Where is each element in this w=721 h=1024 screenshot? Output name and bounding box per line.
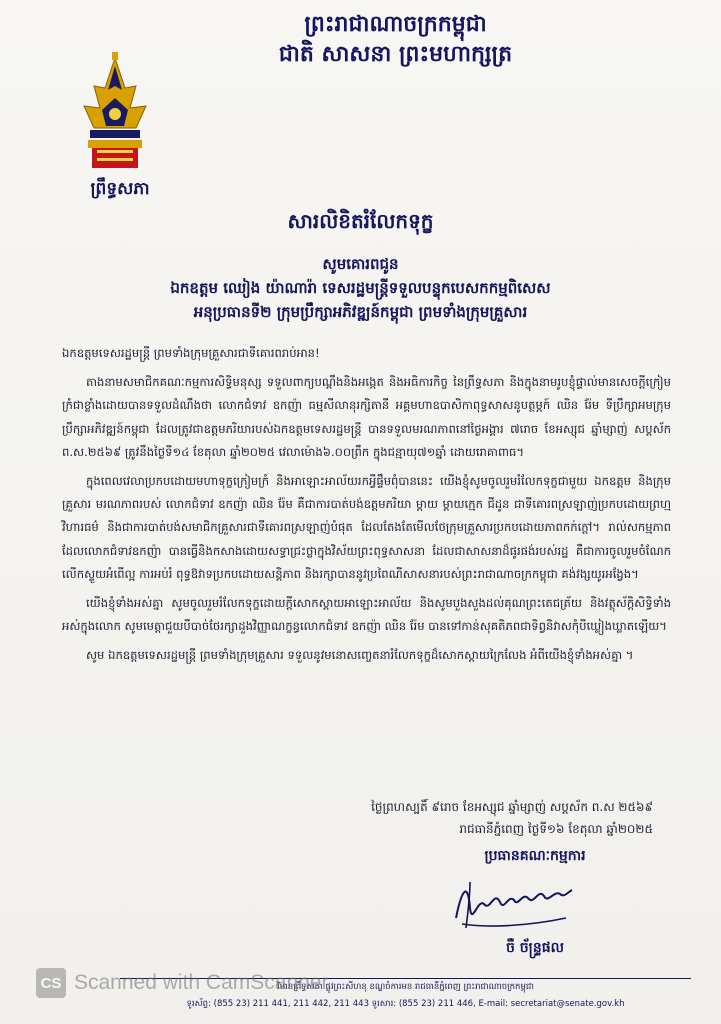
recipient-line-2: អនុប្រធានទី២ ក្រុមប្រឹក្សាអភិវឌ្ឍន៍កម្ពុជា ព្រមទាំងក្រុមគ្រួសារ [193,303,528,321]
watermark-text: Scanned with CamScanner [74,971,329,994]
document-title: សារលិខិតរំលែកទុក្ខ [287,209,434,233]
national-motto: ជាតិ សាសនា ព្រះមហាក្សត្រ [278,42,513,67]
opening-line: ឯកឧត្តមទេសរដ្ឋមន្ត្រី ព្រមទាំងក្រុមគ្រួសារជាទីគោរពរាប់អាន! [62,346,320,360]
signatory-name: ចឺ ច័ន្ទ្រផល [506,940,564,956]
kingdom-name: ព្រះរាជាណាចក្រកម្ពុជា [304,12,487,37]
scanner-watermark [36,968,328,998]
paragraph-2: ក្នុងពេលវេលាប្រកបដោយមហាទុក្ខក្រៀមក្រំ និងអាឡោះអាល័យរកអ្វីផ្ទឹមពុំបាននេះ យើងខ្ញុំសូមចូលរួមរំលែកទុក្ខជាមួយ ឯកឧត្តម និងក្រុមគ្រួសារ មរណភាពរបស់ លោកជំទាវ ឧកញ៉ា ឈិន រ៉ែម គឺជាការបាត់បង់ឧត្តមភរិយា ម្ដាយ ម្ដាយក្មេក ជីដូន ជាទីគោរពស្រឡាញ់ប្រកបដោយព្រហ្មវិហារធម៌ និងជាការបាត់បង់សមាជិកគ្រួសារជាទីគោរពស្រឡាញ់បំផុត ដែលតែងតែមើលថែក្រុមគ្រួសារប្រកបដោយភាពកក់ក្ដៅ។ រាល់សកម្មភាពដែលលោកជំទាវឧកញ៉ា បានធ្វើនិងកសាងដោយសទ្ធាជ្រះថ្លាក្នុងវិស័យព្រះពុទ្ធសាសនា ដែលជាសាសនាដ៏ផូរផង់របស់រដ្ឋ គឺជាការចូលរួមចំណែកលើកស្ទួយអំពើល្អ ការអប់រំ ពុទ្ធឱវាទប្រកបដោយសន្តិភាព និងរក្សាបាននូវប្រពៃណីសាសនារបស់ព្រះរាជាណាចក្រកម្ពុជា គង់វង្សយូរអង្វែង។ [62,474,671,581]
solar-date: រាជធានីភ្នំពេញ ថ្ងៃទី១៦ ខែតុលា ឆ្នាំ២០២៥ [459,822,653,836]
date-block [371,796,653,840]
recipient-line-1: ឯកឧត្តម ឈៀង យ៉ាណារ៉ា ទេសរដ្ឋមន្ត្រីទទួលបន្ទុកបេសកកម្មពិសេស [170,279,551,297]
lunar-date: ថ្ងៃព្រហស្បតិ៍ ៩រោច ខែអស្សុជ ឆ្នាំម្សាញ់ សប្តស័ក ព.ស ២៥៦៩ [371,800,653,814]
institution-name: ព្រឹទ្ធសភា [90,179,150,199]
handwritten-signature-icon [448,868,578,936]
camscanner-logo-icon: CS [36,968,66,998]
letter-body [62,342,671,674]
paragraph-1: តាងនាមសមាជិកគណៈកម្មការសិទ្ធិមនុស្ស ទទួលពាក្យបណ្ដឹងនិងអង្កេត និងអធិការកិច្ច នៃព្រឹទ្ធសភា និងក្នុងនាមរូបខ្ញុំផ្ទាល់មានសេចក្ដីក្រៀមក្រំជាខ្លាំងដោយបានទទួលដំណឹងថា លោកជំទាវ ឧកញ៉ា ធម្មសីលានុរក្សិតានី អគ្គមហាឧបាសិកាពុទ្ធសាសនូបត្ថម្ភក៍ ឈិន រ៉ែម ទីប្រឹក្សាអមក្រុមប្រឹក្សាអភិវឌ្ឍន៍កម្ពុជា ដែលត្រូវជាឧត្តមភរិយារបស់ឯកឧត្តមទេសរដ្ឋមន្ត្រី បានទទួលមរណភាពនៅថ្ងៃអង្គារ ៧រោច ខែអស្សុជ ឆ្នាំម្សាញ់ សប្តស័ក ព.ស.២៥៦៩ ត្រូវនឹងថ្ងៃទី១៤ ខែតុលា ឆ្នាំ២០២៥ វេលាម៉ោង៦.០០ព្រឹក ក្នុងជន្មាយុ៧១ឆ្នាំ ដោយរោគាពាធ។ [62,375,671,459]
senate-emblem-icon [72,48,158,178]
paragraph-4: សូម ឯកឧត្តមទេសរដ្ឋមន្ត្រី ព្រមទាំងក្រុមគ្រួសារ ទទួលនូវមនោសញ្ចេតនារំលែកទុក្ខដ៏សោកស្ដាយក្រៃលែង អំពីយើងខ្ញុំទាំងអស់គ្នា ។ [86,648,634,663]
footer-contact: ទូរស័ព្ទ: (855 23) 211 441, 211 442, 211 443 ទូរសារ: (855 23) 211 446, E-mail: secretariat@senate.gov.kh [186,999,625,1009]
footer-address: វិមានព្រឹទ្ធសភា ផ្លូវព្រះសីហនុ ខណ្ឌចំការមន រាជធានីភ្នំពេញ ព្រះរាជាណាចក្រកម្ពុជា [277,982,534,992]
recipient-block [40,252,681,324]
salutation: សូមគោរពជូន [322,255,399,273]
signatory-title: ប្រធានគណៈកម្មការ [484,848,586,864]
paragraph-3: យើងខ្ញុំទាំងអស់គ្នា សូមចូលរួមរំលែកទុក្ខដោយក្ដីសោកស្ដាយអាឡោះអាល័យ និងសូមបួងសួងដល់គុណព្រះតេជត្រ័យ និងវត្ថុស័ក្ដិសិទ្ធិទាំងអស់ក្នុងលោក សូមមេត្តាជួយបីបាច់ថែរក្សាដួងវិញ្ញាណក្ខន្ធលោកជំទាវ ឧកញ៉ា ឈិន រ៉ែម បានទៅកាន់សុគតិភពជាទិព្វនិវាសកុំបីឃ្លៀងឃ្លាតឡើយ។ [62,596,671,634]
